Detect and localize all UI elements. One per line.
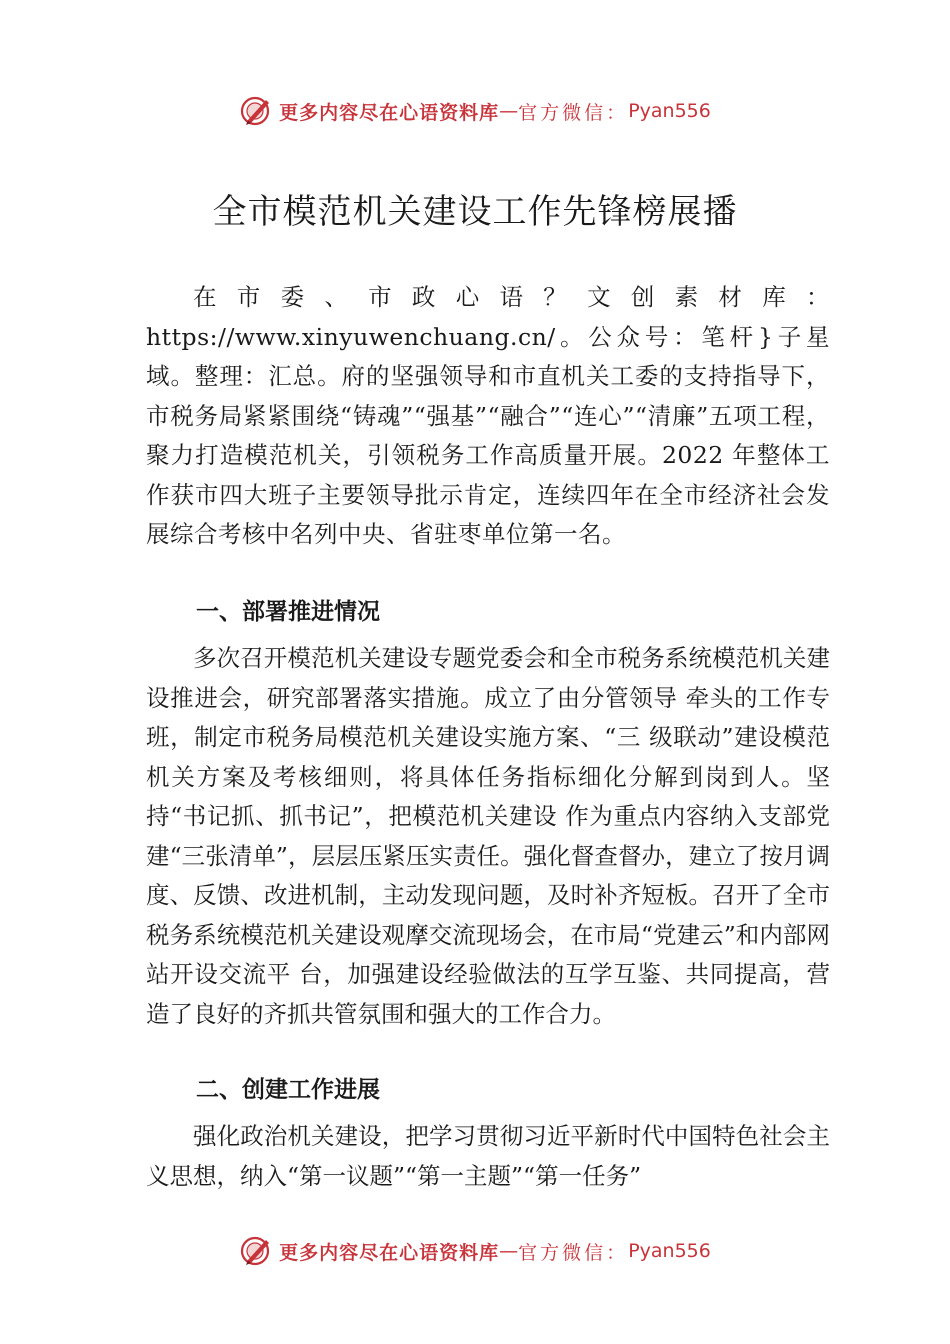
watermark-wechat-id: Pyan556: [628, 100, 711, 122]
watermark-wechat-label: 官方微信：: [518, 101, 629, 124]
watermark-banner-top: [0, 94, 950, 128]
watermark-brand: 更多内容尽在心语资料库: [279, 1241, 500, 1264]
pen-seal-icon: [239, 94, 273, 128]
section-paragraph-1: 多次召开模范机关建设专题党委会和全市税务系统模范机关建设推进会，研究部署落实措施。成立了由分管领导 牵头的工作专班，制定市税务局模范机关建设实施方案、“三 级联动”建设模范机关方案及考核细则，将具体任务指标细化分解到岗到人。坚持“书记抓、抓书记”，把模范机关建设 作为重点内容纳入支部党建“三张清单”，层层压紧压实责任。强化督查督办，建立了按月调度、反馈、改进机制，主动发现问题，及时补齐短板。召开了全市税务系统模范机关建设观摩交流现场会，在市局“党建云”和内部网站开设交流平 台，加强建设经验做法的互学互鉴、共同提高，营造了良好的齐抓共管氛围和强大的工作合力。: [146, 644, 830, 1028]
document-title: 全市模范机关建设工作先锋榜展播: [212, 192, 738, 232]
section-heading-2: 二、创建工作进展: [196, 1077, 380, 1103]
watermark-brand: 更多内容尽在心语资料库: [279, 101, 500, 124]
watermark-wechat-id: Pyan556: [628, 1240, 711, 1262]
section-paragraph-2: 强化政治机关建设，把学习贯彻习近平新时代中国特色社会主义思想，纳入“第一议题”“第一主题”“第一任务”: [146, 1122, 830, 1190]
pen-seal-icon: [239, 1234, 273, 1268]
intro-paragraph: 在市委、市政心语？文创素材库：https://www.xinyuwenchuang.cn/。公众号：笔杆}子星域。整理：汇总。府的坚强领导和市直机关工委的支持指导下，市税务局紧紧围绕“铸魂”“强基”“融合”“连心”“清廉”五项工程，聚力打造模范机关，引领税务工作高质量开展。2022 年整体工作获市四大班子主要领导批示肯定，连续四年在全市经济社会发展综合考核中名列中央、省驻枣单位第一名。: [146, 283, 830, 548]
watermark-wechat-label: 官方微信：: [518, 1241, 629, 1264]
watermark-separator: —: [499, 100, 519, 122]
watermark-banner-bottom: [0, 1234, 950, 1268]
watermark-separator: —: [499, 1240, 519, 1262]
section-heading-1: 一、部署推进情况: [196, 599, 380, 625]
